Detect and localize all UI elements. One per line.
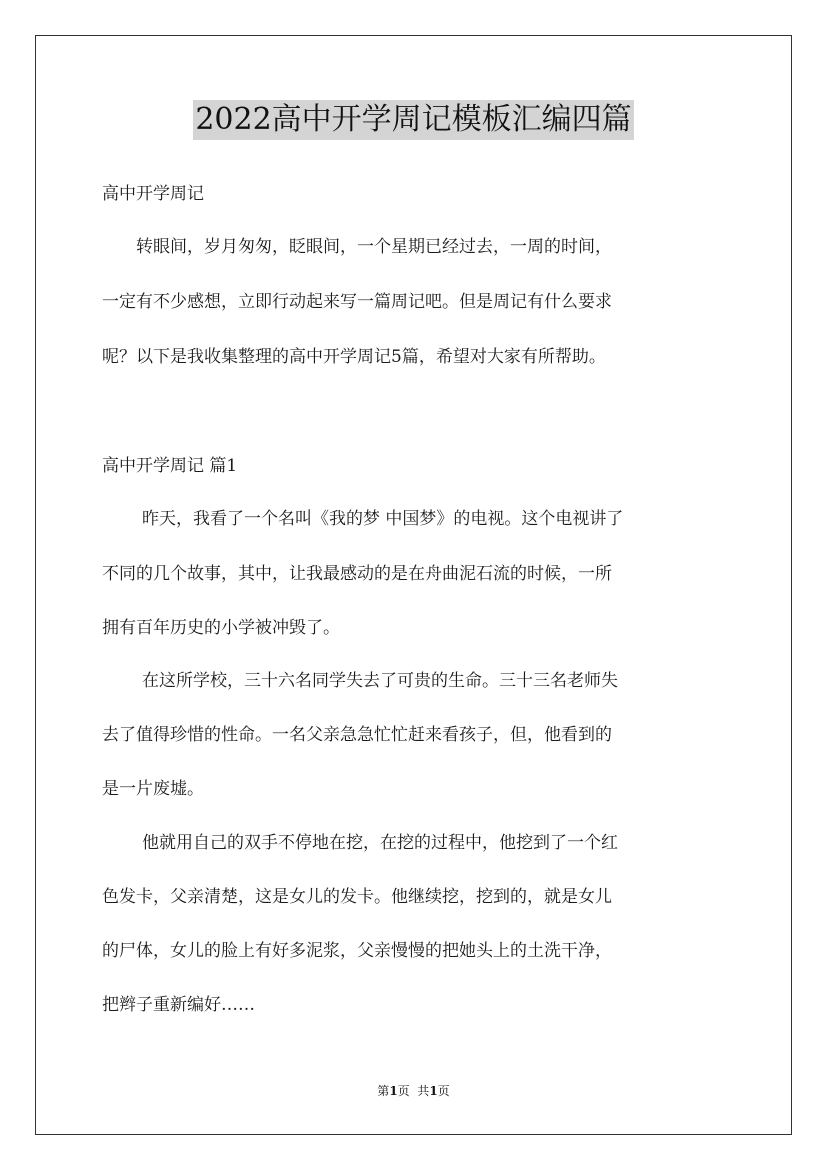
para1-line-2: 不同的几个故事，其中，让我最感动的是在舟曲泥石流的时候，一所 xyxy=(102,564,612,584)
para2-line-3: 是一片废墟。 xyxy=(102,779,204,799)
page-footer xyxy=(0,1082,827,1099)
footer-prefix: 第 xyxy=(377,1084,390,1098)
footer-mid: 页 共 xyxy=(397,1084,430,1098)
para3-line-4: 把辫子重新编好…… xyxy=(102,995,255,1015)
document-title: 2022高中开学周记模板汇编四篇 xyxy=(193,100,633,140)
intro-line-2: 一定有不少感想，立即行动起来写一篇周记吧。但是周记有什么要求 xyxy=(102,292,612,312)
para3-line-2: 色发卡，父亲清楚，这是女儿的发卡。他继续挖，挖到的，就是女儿 xyxy=(102,887,612,907)
para1-line-3: 拥有百年历史的小学被冲毁了。 xyxy=(102,618,340,638)
footer-suffix: 页 xyxy=(437,1084,450,1098)
para2-line-1: 在这所学校，三十六名同学失去了可贵的生命。三十三名老师失 xyxy=(142,671,618,691)
intro-line-1: 转眼间，岁月匆匆，眨眼间，一个星期已经过去，一周的时间， xyxy=(136,237,612,257)
section1-heading: 高中开学周记 篇1 xyxy=(102,456,238,476)
footer-current-page: 1 xyxy=(389,1084,398,1098)
intro-line-3: 呢？以下是我收集整理的高中开学周记5篇，希望对大家有所帮助。 xyxy=(102,347,606,367)
para2-line-2: 去了值得珍惜的性命。一名父亲急急忙忙赶来看孩子，但，他看到的 xyxy=(102,725,612,745)
para3-line-3: 的尸体，女儿的脸上有好多泥浆，父亲慢慢的把她头上的土洗干净， xyxy=(102,941,612,961)
footer-total-pages: 1 xyxy=(429,1084,438,1098)
para1-line-1: 昨天，我看了一个名叫《我的梦 中国梦》的电视。这个电视讲了 xyxy=(142,509,624,529)
intro-heading: 高中开学周记 xyxy=(102,184,204,204)
title-wrap xyxy=(0,100,827,140)
para3-line-1: 他就用自己的双手不停地在挖，在挖的过程中，他挖到了一个红 xyxy=(142,833,618,853)
